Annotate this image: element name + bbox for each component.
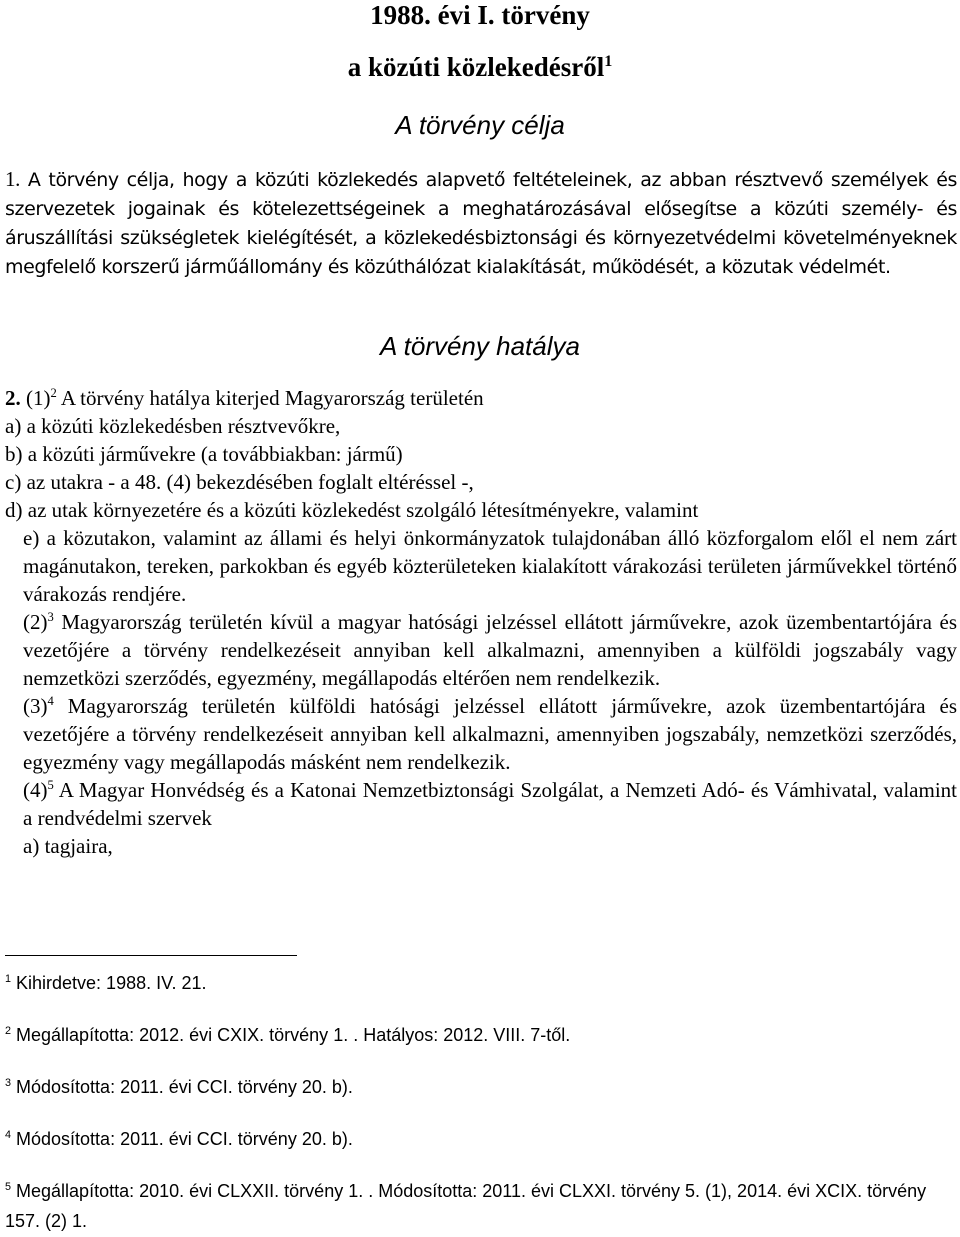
section-1-paragraph (5, 165, 957, 282)
section-2-subsection-1: (1) (20, 386, 51, 410)
section-2-subsection-4-point-a: a) tagjaira, (23, 834, 113, 858)
section-heading-purpose: A törvény célja (395, 110, 565, 140)
section-2-point-b: b) a közúti járművekre (a továbbiakban: jármű) (5, 442, 403, 466)
footnote-text: Megállapította: 2012. évi CXIX. törvény 1. . Hatályos: 2012. VIII. 7-től. (11, 1025, 571, 1045)
law-subtitle (0, 52, 960, 83)
section-2-body (5, 384, 957, 860)
section-2-point-d: d) az utak környezetére és a közúti közlekedést szolgáló létesítményekre, valamint (5, 498, 699, 522)
footnote-ref-1[interactable]: 1 (604, 52, 613, 70)
subsection-2-text: Magyarország területén kívül a magyar hatósági jelzéssel ellátott járművekre, azok üzembentartójára és vezetőjére a törvény rendelkezéseit annyiban kell alkalmazni, amennyiben a külföldi jogszabály vagy nemzetközi szerződés, egyezmény, megállapodás eltérően nem rendelkezik. (23, 610, 957, 690)
footnote-1 (5, 968, 955, 998)
section-2-point-c: c) az utakra - a 48. (4) bekezdésében foglalt eltéréssel -, (5, 470, 474, 494)
footnote-ref-5[interactable]: 5 (47, 778, 54, 792)
footnote-text: Kihirdetve: 1988. IV. 21. (11, 973, 207, 993)
footnote-number: 5 (5, 1181, 12, 1193)
footnote-number: 3 (5, 1077, 12, 1089)
subsection-4-text: A Magyar Honvédség és a Katonai Nemzetbiztonsági Szolgálat, a Nemzeti Adó- és Vámhivatal, valamint a rendvédelmi szervek (23, 778, 957, 830)
footnote-5 (5, 1176, 955, 1236)
subsection-3-text: Magyarország területén külföldi hatósági jelzéssel ellátott járművekre, azok üzembentartójára és vezetőjére a törvény rendelkezéseit annyiban kell alkalmazni, amennyiben jogszabály, nemzetközi szerződés, egyezmény vagy megállapodás másként nem rendelkezik. (23, 694, 957, 774)
section-2-lead-text: A törvény hatálya kiterjed Magyarország területén (56, 386, 484, 410)
footnote-number: 4 (5, 1129, 12, 1141)
footnote-separator (5, 955, 297, 956)
section-2-subsection-2 (5, 608, 957, 692)
subsection-4-number: (4) (23, 778, 48, 802)
section-heading-scope: A törvény hatálya (380, 331, 580, 361)
footnote-text: Módosította: 2011. évi CCI. törvény 20. b). (11, 1077, 353, 1097)
section-2-lead (5, 384, 957, 412)
footnote-4 (5, 1124, 955, 1154)
section-2-subsection-3 (5, 692, 957, 776)
footnote-number: 2 (5, 1025, 12, 1037)
law-subtitle-text: a közúti közlekedésről (347, 52, 605, 82)
footnote-ref-3[interactable]: 3 (47, 610, 54, 624)
section-2-point-e: e) a közutakon, valamint az állami és helyi önkormányzatok tulajdonában álló közforgalom elől el nem zárt magánutakon, tereken, parkokban és egyéb közterületeken kialakított várakozási területen járművekkel történő várakozás rendjére. (23, 526, 957, 606)
footnote-3 (5, 1072, 955, 1102)
section-1-number: 1. (5, 167, 20, 191)
section-2-subsection-4 (5, 776, 957, 832)
footnote-text: Megállapította: 2010. évi CLXXII. törvény 1. . Módosította: 2011. évi CLXXI. törvény 5. (1), 2014. évi XCIX. törvény 157. (2) 1. (5, 1181, 927, 1231)
section-2-point-a: a) a közúti közlekedésben résztvevőkre, (5, 414, 341, 438)
footnote-ref-4[interactable]: 4 (47, 694, 54, 708)
section-2-number: 2. (5, 386, 21, 410)
law-title: 1988. évi I. törvény (370, 0, 590, 30)
subsection-3-number: (3) (23, 694, 48, 718)
footnote-text: Módosította: 2011. évi CCI. törvény 20. b). (11, 1129, 353, 1149)
subsection-2-number: (2) (23, 610, 48, 634)
footnote-ref-2[interactable]: 2 (50, 386, 57, 400)
footnote-number: 1 (5, 973, 12, 985)
section-1-text: A törvény célja, hogy a közúti közlekedés alapvető feltételeinek, az abban résztvevő személyek és szervezetek jogainak és kötelezettségeinek a meghatározásával elősegítse a közúti személy- és áruszállítási szükségletek kielégítését, a közlekedésbiztonsági és környezetvédelmi követelményeknek megfelelő korszerű járműállomány és közúthálózat kialakítását, működését, a közutak védelmét. (5, 169, 957, 278)
footnote-2 (5, 1020, 955, 1050)
